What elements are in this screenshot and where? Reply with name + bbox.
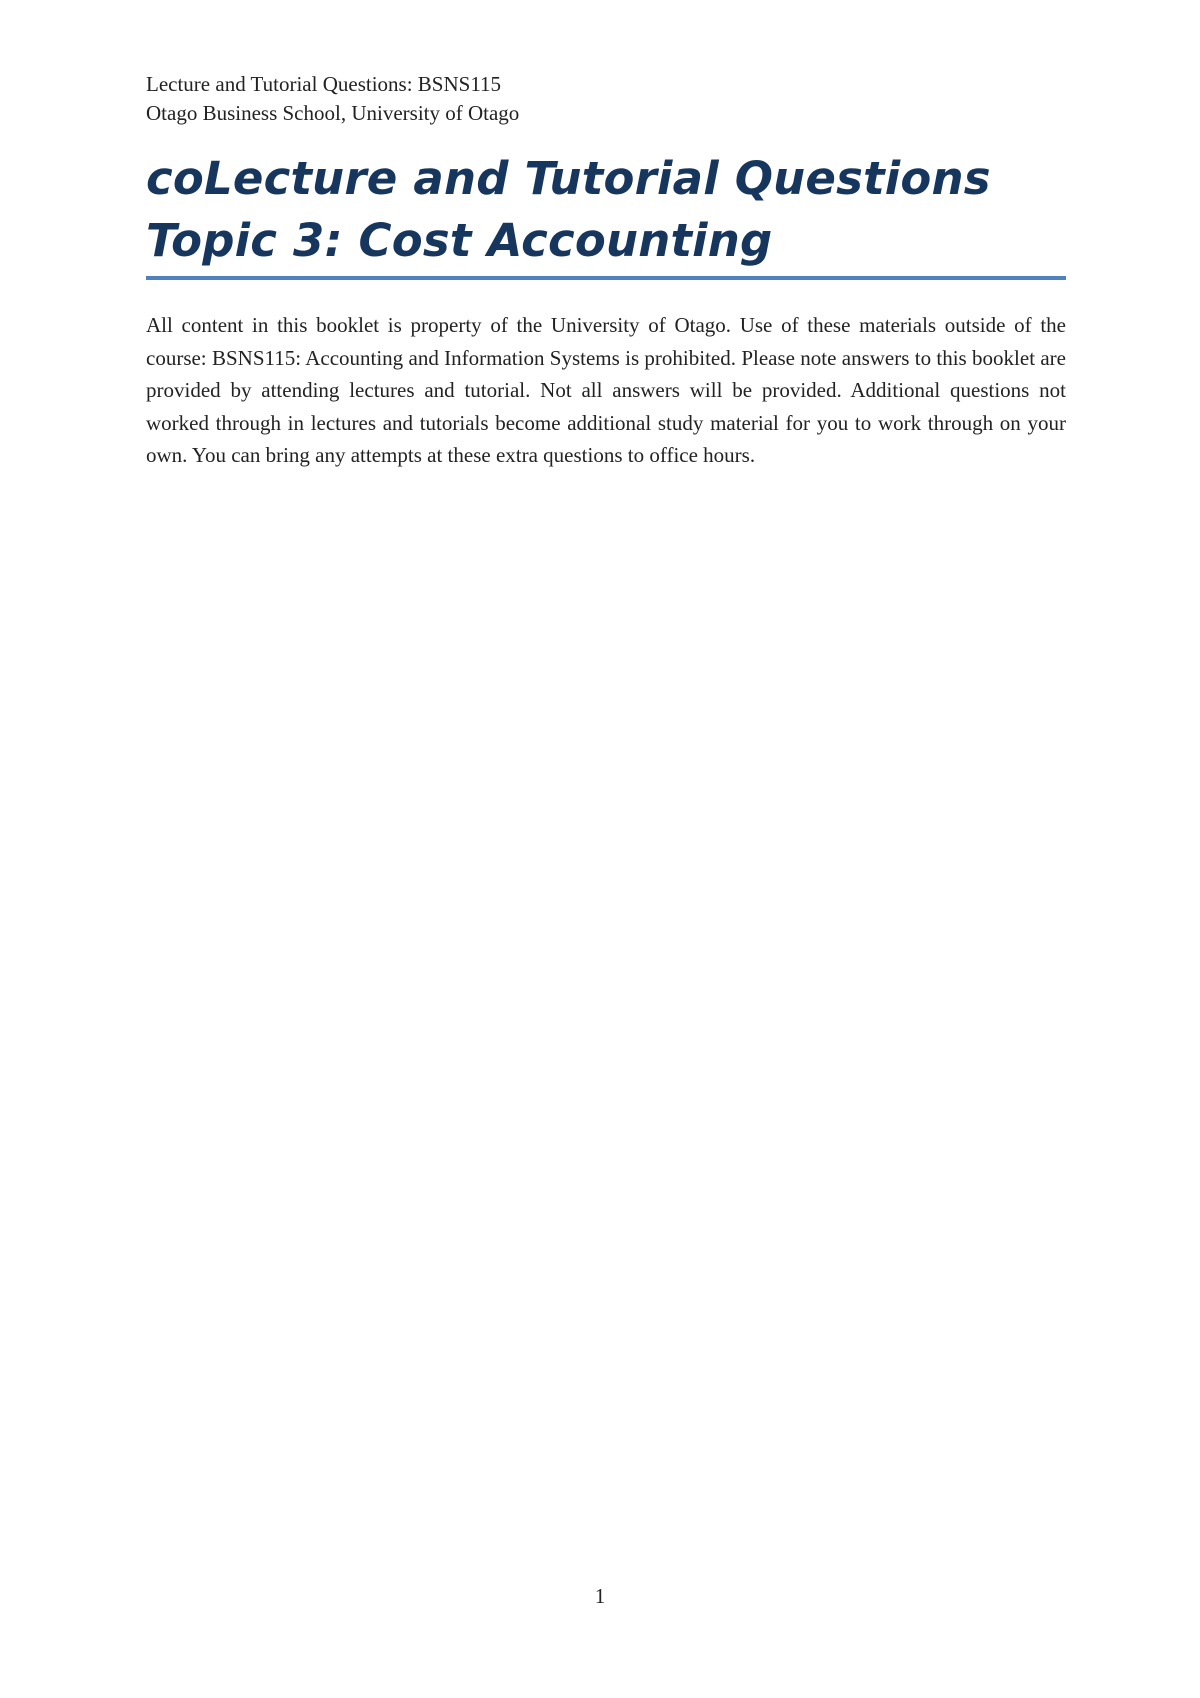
title-divider (146, 276, 1066, 280)
copyright-paragraph: All content in this booklet is property of the University of Otago. Use of these materials outside of the course: BSNS115: Accounting and Information Systems is prohibited. Please note answers to this booklet are provided by attending lectures and tutorial. Not all answers will be provided. Additional questions not worked through in lectures and tutorials become additional study material for you to work through on your own. You can bring any attempts at these extra questions to office hours. (146, 313, 1066, 467)
page-header (146, 70, 1066, 128)
header-school-line: Otago Business School, University of Otago (146, 101, 520, 125)
document-title (146, 148, 1066, 272)
header-course-line: Lecture and Tutorial Questions: BSNS115 (146, 72, 502, 96)
title-line-2: Topic 3: Cost Accounting (146, 214, 773, 267)
page-number: 1 (594, 1584, 606, 1608)
title-line-1: coLecture and Tutorial Questions (146, 152, 991, 205)
